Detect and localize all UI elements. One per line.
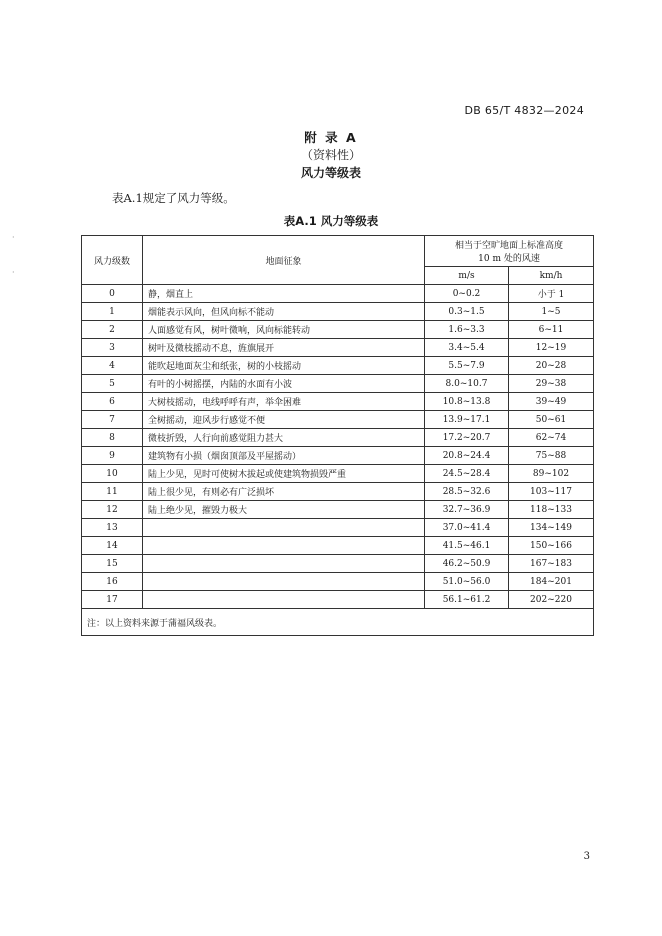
page-number: 3 <box>583 851 590 862</box>
speed-group-line-1: 相当于空旷地面上标准高度 <box>455 241 564 251</box>
cell-speed-ms: 46.2~50.9 <box>425 555 509 573</box>
table-row <box>82 411 594 429</box>
appendix-title: 附 录 A <box>304 130 358 145</box>
cell-speed-ms: 1.6~3.3 <box>425 321 509 339</box>
scan-mark: · <box>12 268 15 277</box>
doc-code: DB 65/T 4832—2024 <box>464 104 584 117</box>
cell-level: 6 <box>82 393 143 411</box>
cell-desc: 大树枝摇动，电线呼呼有声，举伞困难 <box>143 393 425 411</box>
cell-speed-ms: 3.4~5.4 <box>425 339 509 357</box>
table-row <box>82 375 594 393</box>
table-row <box>82 321 594 339</box>
cell-level: 2 <box>82 321 143 339</box>
table-note: 注：以上资料来源于蒲福风级表。 <box>82 609 594 636</box>
col-header-ms: m/s <box>425 267 509 285</box>
table-row <box>82 303 594 321</box>
cell-speed-ms: 56.1~61.2 <box>425 591 509 609</box>
table-body <box>82 285 594 609</box>
cell-desc: 微枝折毁，人行向前感觉阻力甚大 <box>143 429 425 447</box>
cell-desc: 陆上很少见，有则必有广泛损坏 <box>143 483 425 501</box>
cell-desc <box>143 591 425 609</box>
cell-level: 10 <box>82 465 143 483</box>
scan-mark: · <box>12 233 15 242</box>
table-row <box>82 357 594 375</box>
cell-level: 4 <box>82 357 143 375</box>
cell-speed-ms: 41.5~46.1 <box>425 537 509 555</box>
cell-speed-ms: 20.8~24.4 <box>425 447 509 465</box>
cell-speed-kmh: 12~19 <box>509 339 594 357</box>
intro-text: 表A.1规定了风力等级。 <box>112 191 235 205</box>
cell-desc <box>143 573 425 591</box>
appendix-name: 风力等级表 <box>300 166 361 180</box>
cell-desc: 有叶的小树摇摆，内陆的水面有小波 <box>143 375 425 393</box>
cell-desc: 陆上绝少见，摧毁力极大 <box>143 501 425 519</box>
col-header-desc: 地面征象 <box>143 236 425 285</box>
table-row <box>82 393 594 411</box>
cell-speed-kmh: 6~11 <box>509 321 594 339</box>
cell-desc: 树叶及微枝摇动不息，旌旗展开 <box>143 339 425 357</box>
cell-desc <box>143 537 425 555</box>
cell-speed-kmh: 39~49 <box>509 393 594 411</box>
table-row <box>82 483 594 501</box>
cell-level: 13 <box>82 519 143 537</box>
cell-desc: 全树摇动，迎风步行感觉不便 <box>143 411 425 429</box>
cell-speed-ms: 32.7~36.9 <box>425 501 509 519</box>
table-row <box>82 501 594 519</box>
cell-desc: 烟能表示风向，但风向标不能动 <box>143 303 425 321</box>
cell-level: 5 <box>82 375 143 393</box>
cell-speed-kmh: 62~74 <box>509 429 594 447</box>
cell-speed-kmh: 118~133 <box>509 501 594 519</box>
table-row <box>82 339 594 357</box>
cell-speed-kmh: 小于 1 <box>509 285 594 303</box>
cell-speed-ms: 37.0~41.4 <box>425 519 509 537</box>
table-row <box>82 519 594 537</box>
cell-level: 14 <box>82 537 143 555</box>
cell-desc <box>143 519 425 537</box>
cell-speed-ms: 17.2~20.7 <box>425 429 509 447</box>
cell-speed-ms: 0.3~1.5 <box>425 303 509 321</box>
table-row <box>82 591 594 609</box>
cell-speed-kmh: 202~220 <box>509 591 594 609</box>
table-caption: 表A.1 风力等级表 <box>283 214 379 228</box>
table-row <box>82 573 594 591</box>
cell-desc: 陆上少见，见时可使树木拔起或使建筑物损毁严重 <box>143 465 425 483</box>
cell-desc: 人面感觉有风，树叶微响，风向标能转动 <box>143 321 425 339</box>
cell-speed-ms: 28.5~32.6 <box>425 483 509 501</box>
wind-scale-table <box>81 235 594 636</box>
cell-level: 7 <box>82 411 143 429</box>
col-header-kmh: km/h <box>509 267 594 285</box>
cell-speed-kmh: 184~201 <box>509 573 594 591</box>
cell-desc: 能吹起地面灰尘和纸张，树的小枝摇动 <box>143 357 425 375</box>
cell-speed-kmh: 103~117 <box>509 483 594 501</box>
cell-level: 17 <box>82 591 143 609</box>
cell-speed-ms: 5.5~7.9 <box>425 357 509 375</box>
cell-desc: 静，烟直上 <box>143 285 425 303</box>
cell-level: 15 <box>82 555 143 573</box>
cell-speed-kmh: 150~166 <box>509 537 594 555</box>
cell-level: 0 <box>82 285 143 303</box>
col-header-speed-group <box>425 236 594 267</box>
cell-level: 3 <box>82 339 143 357</box>
col-header-level: 风力级数 <box>82 236 143 285</box>
cell-level: 12 <box>82 501 143 519</box>
table-row <box>82 447 594 465</box>
cell-level: 1 <box>82 303 143 321</box>
cell-level: 11 <box>82 483 143 501</box>
cell-desc: 建筑物有小损（烟囱顶部及平屋摇动） <box>143 447 425 465</box>
cell-speed-kmh: 50~61 <box>509 411 594 429</box>
cell-speed-kmh: 75~88 <box>509 447 594 465</box>
table-row <box>82 537 594 555</box>
cell-speed-kmh: 134~149 <box>509 519 594 537</box>
cell-speed-ms: 13.9~17.1 <box>425 411 509 429</box>
table-row <box>82 465 594 483</box>
cell-level: 9 <box>82 447 143 465</box>
cell-speed-ms: 24.5~28.4 <box>425 465 509 483</box>
cell-speed-ms: 51.0~56.0 <box>425 573 509 591</box>
speed-group-line-2: 10 m 处的风速 <box>478 254 540 264</box>
table-row <box>82 285 594 303</box>
cell-speed-kmh: 29~38 <box>509 375 594 393</box>
cell-speed-kmh: 167~183 <box>509 555 594 573</box>
cell-level: 8 <box>82 429 143 447</box>
appendix-nature: （资料性） <box>300 148 361 162</box>
cell-speed-ms: 0~0.2 <box>425 285 509 303</box>
cell-speed-ms: 10.8~13.8 <box>425 393 509 411</box>
cell-desc <box>143 555 425 573</box>
cell-speed-kmh: 20~28 <box>509 357 594 375</box>
cell-level: 16 <box>82 573 143 591</box>
cell-speed-kmh: 89~102 <box>509 465 594 483</box>
table-row <box>82 429 594 447</box>
cell-speed-ms: 8.0~10.7 <box>425 375 509 393</box>
table-row <box>82 555 594 573</box>
cell-speed-kmh: 1~5 <box>509 303 594 321</box>
